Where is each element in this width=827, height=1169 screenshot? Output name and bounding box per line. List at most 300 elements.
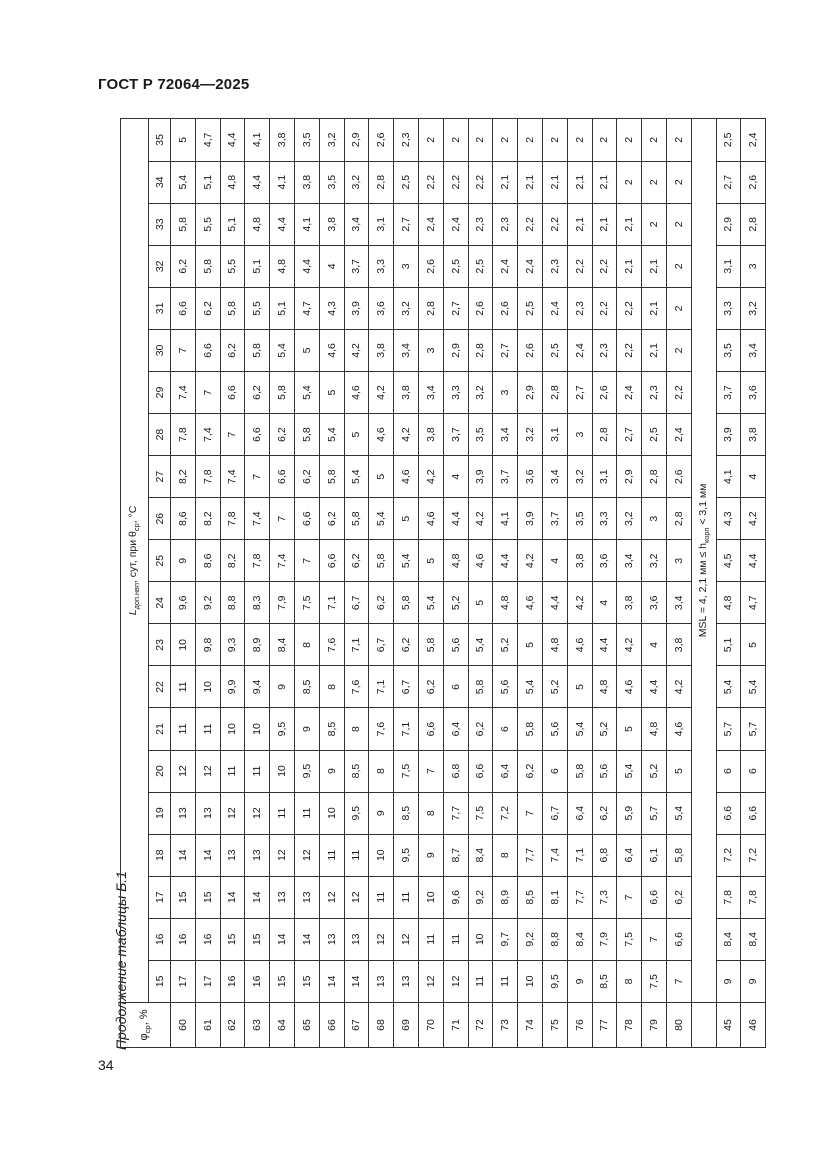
value-cell: 3,1: [716, 245, 741, 287]
value-cell: 6,4: [617, 834, 642, 876]
table-row: [344, 119, 369, 1048]
value-cell: 12: [171, 750, 196, 792]
l-header: $L_{доп.нвп}$, сут, при $\theta_{ср}$, °С: [121, 119, 149, 1003]
value-cell: 6,6: [171, 287, 196, 329]
value-cell: 12: [344, 876, 369, 918]
value-cell: 3,2: [394, 287, 419, 329]
value-cell: 6,6: [418, 708, 443, 750]
value-cell: 11: [468, 960, 493, 1002]
value-cell: 7,4: [245, 498, 270, 540]
value-cell: 3,1: [542, 414, 567, 456]
value-cell: 2,2: [443, 161, 468, 203]
table-row: [319, 119, 344, 1048]
value-cell: 4,2: [394, 414, 419, 456]
value-cell: 5,1: [716, 624, 741, 666]
value-cell: 15: [270, 960, 295, 1002]
value-cell: 2,7: [716, 161, 741, 203]
value-cell: 7: [418, 750, 443, 792]
table-row: [394, 119, 419, 1048]
value-cell: 10: [319, 792, 344, 834]
value-cell: 2: [542, 119, 567, 162]
value-cell: 2,4: [741, 119, 766, 162]
value-cell: 8: [344, 708, 369, 750]
value-cell: 4,2: [741, 498, 766, 540]
value-cell: 2,4: [418, 203, 443, 245]
value-cell: 3,7: [542, 498, 567, 540]
value-cell: 9,3: [220, 624, 245, 666]
phi-cell: 46: [741, 1002, 766, 1047]
value-cell: 16: [195, 918, 220, 960]
value-cell: 8,4: [567, 918, 592, 960]
value-cell: 2,1: [518, 161, 543, 203]
value-cell: 6,6: [319, 540, 344, 582]
phi-cell: 67: [344, 1002, 369, 1047]
value-cell: 5,7: [716, 708, 741, 750]
value-cell: 6,2: [171, 245, 196, 287]
value-cell: 11: [418, 918, 443, 960]
value-cell: 11: [245, 750, 270, 792]
value-cell: 7,8: [741, 876, 766, 918]
value-cell: 12: [418, 960, 443, 1002]
value-cell: 6,6: [220, 371, 245, 413]
value-cell: 4,8: [716, 582, 741, 624]
value-cell: 4,7: [294, 287, 319, 329]
value-cell: 2,8: [666, 498, 691, 540]
value-cell: 11: [344, 834, 369, 876]
value-cell: 2: [666, 161, 691, 203]
value-cell: 5,4: [418, 582, 443, 624]
value-cell: 15: [245, 918, 270, 960]
phi-cell: 69: [394, 1002, 419, 1047]
value-cell: 6: [443, 666, 468, 708]
value-cell: 11: [443, 918, 468, 960]
value-cell: 6,6: [468, 750, 493, 792]
value-cell: 7,8: [716, 876, 741, 918]
data-table: [120, 118, 766, 1048]
msl-section-row: [691, 119, 716, 1048]
value-cell: 3,2: [468, 371, 493, 413]
phi-cell: 74: [518, 1002, 543, 1047]
value-cell: 5: [567, 666, 592, 708]
value-cell: 2,4: [666, 414, 691, 456]
value-cell: 7,5: [468, 792, 493, 834]
value-cell: 2,4: [542, 287, 567, 329]
phi-cell: 75: [542, 1002, 567, 1047]
value-cell: 12: [270, 834, 295, 876]
phi-cell: 78: [617, 1002, 642, 1047]
value-cell: 3,5: [716, 329, 741, 371]
value-cell: 8: [369, 750, 394, 792]
value-cell: 10: [418, 876, 443, 918]
temperature-header-cell: 18: [149, 834, 171, 876]
value-cell: 3,8: [394, 371, 419, 413]
value-cell: 2,4: [518, 245, 543, 287]
value-cell: 5,2: [493, 624, 518, 666]
value-cell: 7,6: [319, 624, 344, 666]
value-cell: 8,4: [468, 834, 493, 876]
rotated-table-container: [120, 118, 760, 1048]
value-cell: 4,2: [617, 624, 642, 666]
value-cell: 13: [220, 834, 245, 876]
value-cell: 6,2: [418, 666, 443, 708]
value-cell: 5: [394, 498, 419, 540]
value-cell: 13: [294, 876, 319, 918]
value-cell: 4,2: [666, 666, 691, 708]
value-cell: 4: [319, 245, 344, 287]
value-cell: 11: [319, 834, 344, 876]
value-cell: 13: [245, 834, 270, 876]
value-cell: 9,5: [542, 960, 567, 1002]
value-cell: 8: [319, 666, 344, 708]
value-cell: 7,8: [245, 540, 270, 582]
value-cell: 7,9: [592, 918, 617, 960]
value-cell: 5,4: [270, 329, 295, 371]
value-cell: 2,4: [567, 329, 592, 371]
value-cell: 4,6: [468, 540, 493, 582]
value-cell: 2,7: [567, 371, 592, 413]
value-cell: 12: [294, 834, 319, 876]
value-cell: 2,2: [617, 329, 642, 371]
value-cell: 2: [592, 119, 617, 162]
value-cell: 5,6: [542, 708, 567, 750]
value-cell: 7,7: [518, 834, 543, 876]
value-cell: 9,7: [493, 918, 518, 960]
value-cell: 3,8: [741, 414, 766, 456]
value-cell: 5,8: [344, 498, 369, 540]
value-cell: 7: [666, 960, 691, 1002]
value-cell: 5,2: [542, 666, 567, 708]
value-cell: 6,2: [394, 624, 419, 666]
value-cell: 6,6: [245, 414, 270, 456]
value-cell: 6: [493, 708, 518, 750]
value-cell: 2: [642, 119, 667, 162]
value-cell: 8,3: [245, 582, 270, 624]
table-row: [443, 119, 468, 1048]
value-cell: 4,4: [642, 666, 667, 708]
value-cell: 3,5: [567, 498, 592, 540]
value-cell: 2,8: [369, 161, 394, 203]
value-cell: 4,1: [245, 119, 270, 162]
value-cell: 11: [220, 750, 245, 792]
value-cell: 2,5: [642, 414, 667, 456]
value-cell: 16: [220, 960, 245, 1002]
value-cell: 17: [171, 960, 196, 1002]
temperature-header-cell: 24: [149, 582, 171, 624]
value-cell: 6: [741, 750, 766, 792]
value-cell: 6,8: [592, 834, 617, 876]
value-cell: 11: [369, 876, 394, 918]
value-cell: 9: [418, 834, 443, 876]
temperature-header-cell: 17: [149, 876, 171, 918]
table-row: [220, 119, 245, 1048]
value-cell: 8,9: [245, 624, 270, 666]
value-cell: 4,8: [592, 666, 617, 708]
table-row: [171, 119, 196, 1048]
value-cell: 3,9: [518, 498, 543, 540]
value-cell: 3,8: [319, 203, 344, 245]
table-row: [418, 119, 443, 1048]
page-number: 34: [98, 1057, 114, 1073]
value-cell: 4,6: [344, 371, 369, 413]
value-cell: 3,6: [518, 456, 543, 498]
value-cell: 6,6: [741, 792, 766, 834]
value-cell: 13: [344, 918, 369, 960]
table-row: [741, 119, 766, 1048]
value-cell: 9: [171, 540, 196, 582]
value-cell: 5,8: [468, 666, 493, 708]
value-cell: 4,2: [418, 456, 443, 498]
value-cell: 14: [270, 918, 295, 960]
table-caption: Продолжение таблицы Б.1: [113, 871, 129, 1050]
value-cell: 8,2: [171, 456, 196, 498]
table-inner: [120, 118, 760, 1048]
value-cell: 4,1: [294, 203, 319, 245]
value-cell: 6,4: [443, 708, 468, 750]
value-cell: 3,9: [344, 287, 369, 329]
value-cell: 2,2: [542, 203, 567, 245]
value-cell: 6,2: [319, 498, 344, 540]
value-cell: 3,9: [468, 456, 493, 498]
value-cell: 2,1: [642, 287, 667, 329]
value-cell: 4,4: [592, 624, 617, 666]
value-cell: 2,1: [567, 203, 592, 245]
value-cell: 12: [220, 792, 245, 834]
value-cell: 3: [394, 245, 419, 287]
value-cell: 8: [617, 960, 642, 1002]
value-cell: 2,4: [617, 371, 642, 413]
value-cell: 11: [171, 708, 196, 750]
value-cell: 2: [666, 287, 691, 329]
value-cell: 5,6: [592, 750, 617, 792]
value-cell: 2,6: [493, 287, 518, 329]
value-cell: 4,6: [567, 624, 592, 666]
value-cell: 15: [220, 918, 245, 960]
value-cell: 5: [666, 750, 691, 792]
value-cell: 7,5: [294, 582, 319, 624]
value-cell: 2,1: [617, 245, 642, 287]
value-cell: 3,7: [493, 456, 518, 498]
value-cell: 15: [195, 876, 220, 918]
value-cell: 2,6: [592, 371, 617, 413]
value-cell: 2: [418, 119, 443, 162]
value-cell: 9,4: [245, 666, 270, 708]
value-cell: 2,1: [617, 203, 642, 245]
value-cell: 3,2: [642, 540, 667, 582]
value-cell: 4,3: [716, 498, 741, 540]
value-cell: 4,6: [666, 708, 691, 750]
value-cell: 7: [642, 918, 667, 960]
value-cell: 5,6: [493, 666, 518, 708]
value-cell: 7,2: [716, 834, 741, 876]
value-cell: 9: [741, 960, 766, 1002]
value-cell: 5: [741, 624, 766, 666]
value-cell: 5,4: [171, 161, 196, 203]
value-cell: 9,5: [394, 834, 419, 876]
value-cell: 10: [245, 708, 270, 750]
value-cell: 7,8: [195, 456, 220, 498]
value-cell: 5,4: [294, 371, 319, 413]
value-cell: 3,6: [741, 371, 766, 413]
value-cell: 10: [518, 960, 543, 1002]
value-cell: 6,4: [493, 750, 518, 792]
value-cell: 4,4: [245, 161, 270, 203]
value-cell: 6,2: [270, 414, 295, 456]
value-cell: 5,8: [245, 329, 270, 371]
value-cell: 6,6: [642, 876, 667, 918]
value-cell: 4: [542, 540, 567, 582]
value-cell: 4,4: [270, 203, 295, 245]
value-cell: 5,8: [171, 203, 196, 245]
temperature-header-cell: 19: [149, 792, 171, 834]
value-cell: 2,3: [542, 245, 567, 287]
value-cell: 2: [666, 203, 691, 245]
value-cell: 7: [171, 329, 196, 371]
phi-cell: 72: [468, 1002, 493, 1047]
value-cell: 7,1: [567, 834, 592, 876]
value-cell: 2,3: [394, 119, 419, 162]
value-cell: 13: [171, 792, 196, 834]
value-cell: 6,1: [642, 834, 667, 876]
temperature-header-cell: 34: [149, 161, 171, 203]
value-cell: 3,5: [319, 161, 344, 203]
value-cell: 4,4: [741, 540, 766, 582]
temperature-header-cell: 30: [149, 329, 171, 371]
value-cell: 7,6: [344, 666, 369, 708]
value-cell: 8,2: [195, 498, 220, 540]
value-cell: 13: [270, 876, 295, 918]
temperature-header-cell: 22: [149, 666, 171, 708]
phi-cell: 80: [666, 1002, 691, 1047]
value-cell: 6: [542, 750, 567, 792]
phi-cell: 61: [195, 1002, 220, 1047]
value-cell: 5,1: [220, 203, 245, 245]
value-cell: 2,6: [418, 245, 443, 287]
value-cell: 5: [344, 414, 369, 456]
value-cell: 5,6: [443, 624, 468, 666]
value-cell: 4,3: [319, 287, 344, 329]
value-cell: 8,8: [220, 582, 245, 624]
temperature-header-cell: 23: [149, 624, 171, 666]
value-cell: 9,2: [518, 918, 543, 960]
value-cell: 6,6: [716, 792, 741, 834]
value-cell: 3,2: [319, 119, 344, 162]
value-cell: 11: [394, 876, 419, 918]
value-cell: 3: [642, 498, 667, 540]
temperature-header-cell: 33: [149, 203, 171, 245]
phi-cell: 76: [567, 1002, 592, 1047]
value-cell: 11: [493, 960, 518, 1002]
value-cell: 7,4: [220, 456, 245, 498]
value-cell: 8,1: [542, 876, 567, 918]
value-cell: 5,4: [369, 498, 394, 540]
value-cell: 15: [171, 876, 196, 918]
temperature-header-cell: 21: [149, 708, 171, 750]
value-cell: 3,1: [369, 203, 394, 245]
value-cell: 12: [195, 750, 220, 792]
value-cell: 2,6: [741, 161, 766, 203]
value-cell: 7,6: [369, 708, 394, 750]
value-cell: 4,8: [642, 708, 667, 750]
value-cell: 8,5: [294, 666, 319, 708]
value-cell: 2,8: [542, 371, 567, 413]
value-cell: 5,5: [220, 245, 245, 287]
value-cell: 6,7: [344, 582, 369, 624]
value-cell: 2,5: [443, 245, 468, 287]
value-cell: 9: [369, 792, 394, 834]
value-cell: 5: [319, 371, 344, 413]
value-cell: 3,8: [666, 624, 691, 666]
value-cell: 2,2: [418, 161, 443, 203]
value-cell: 5,1: [195, 161, 220, 203]
table-row: [468, 119, 493, 1048]
value-cell: 4,1: [716, 456, 741, 498]
value-cell: 5,4: [468, 624, 493, 666]
value-cell: 7,4: [270, 540, 295, 582]
value-cell: 2,3: [468, 203, 493, 245]
value-cell: 4,8: [542, 624, 567, 666]
value-cell: 8,9: [493, 876, 518, 918]
value-cell: 4: [741, 456, 766, 498]
value-cell: 2,3: [493, 203, 518, 245]
value-cell: 3: [493, 371, 518, 413]
value-cell: 3,4: [493, 414, 518, 456]
value-cell: 2,6: [369, 119, 394, 162]
phi-header: $\varphi_{ср}$, %: [121, 1002, 171, 1047]
value-cell: 3: [567, 414, 592, 456]
value-cell: 8: [294, 624, 319, 666]
value-cell: 5,8: [220, 287, 245, 329]
value-cell: 3,5: [294, 119, 319, 162]
value-cell: 5,1: [245, 245, 270, 287]
value-cell: 2,5: [394, 161, 419, 203]
table-row: [542, 119, 567, 1048]
value-cell: 5,8: [567, 750, 592, 792]
value-cell: 5,5: [245, 287, 270, 329]
value-cell: 4: [642, 624, 667, 666]
phi-cell: 64: [270, 1002, 295, 1047]
value-cell: 4,6: [418, 498, 443, 540]
value-cell: 7: [245, 456, 270, 498]
value-cell: 3,2: [567, 456, 592, 498]
value-cell: 2: [666, 329, 691, 371]
value-cell: 2,6: [518, 329, 543, 371]
value-cell: 4,8: [270, 245, 295, 287]
value-cell: 8,6: [195, 540, 220, 582]
value-cell: 2,1: [493, 161, 518, 203]
value-cell: 2,1: [642, 245, 667, 287]
value-cell: 2,9: [443, 329, 468, 371]
temperature-header-cell: 16: [149, 918, 171, 960]
value-cell: 8,5: [344, 750, 369, 792]
value-cell: 4,4: [493, 540, 518, 582]
temperature-header-cell: 31: [149, 287, 171, 329]
value-cell: 5,7: [741, 708, 766, 750]
value-cell: 6,7: [394, 666, 419, 708]
value-cell: 3,6: [592, 540, 617, 582]
value-cell: 3,4: [394, 329, 419, 371]
value-cell: 6,6: [270, 456, 295, 498]
value-cell: 7,2: [741, 834, 766, 876]
value-cell: 5,4: [319, 414, 344, 456]
value-cell: 3,2: [518, 414, 543, 456]
value-cell: 2,4: [493, 245, 518, 287]
value-cell: 3,4: [418, 371, 443, 413]
temperature-header-row: [149, 119, 171, 1048]
value-cell: 3,4: [542, 456, 567, 498]
value-cell: 5,1: [270, 287, 295, 329]
value-cell: 7,5: [394, 750, 419, 792]
table-row: [666, 119, 691, 1048]
